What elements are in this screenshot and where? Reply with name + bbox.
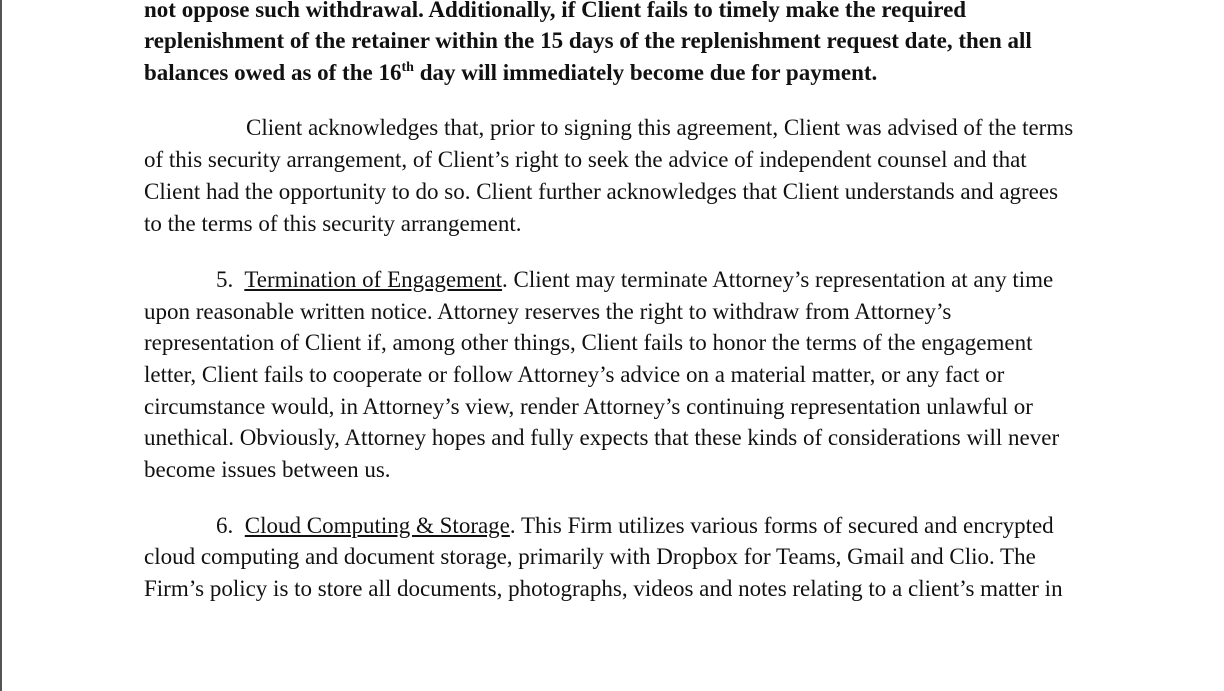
acknowledge-paragraph-line-4: to the terms of this security arrangement. bbox=[144, 211, 522, 236]
section-6-line-1-rest: . This Firm utilizes various forms of secured and encrypted bbox=[509, 513, 1054, 538]
section-5-line-7: become issues between us. bbox=[144, 457, 391, 482]
section-5-heading: Termination of Engagement bbox=[244, 267, 503, 292]
section-5-line-3: representation of Client if, among other things, Client fails to honor the terms of the engagement bbox=[144, 330, 1033, 355]
ordinal-suffix: th bbox=[401, 60, 414, 75]
section-6-heading: Cloud Computing & Storage bbox=[244, 513, 510, 538]
retainer-paragraph-line-1: not oppose such withdrawal. Additionally, if Client fails to timely make the required bbox=[144, 0, 967, 22]
retainer-line-3-before: balances owed as of the 16 bbox=[144, 60, 402, 85]
section-6-line-1 bbox=[216, 510, 1054, 542]
section-6-line-2: cloud computing and document storage, primarily with Dropbox for Teams, Gmail and Clio. The bbox=[144, 544, 1036, 569]
section-5-line-1 bbox=[216, 264, 1053, 296]
retainer-line-3-after: day will immediately become due for payment. bbox=[413, 60, 878, 85]
section-5-line-6: unethical. Obviously, Attorney hopes and fully expects that these kinds of considerations will never bbox=[144, 425, 1060, 450]
acknowledge-paragraph-line-3: Client had the opportunity to do so. Client further acknowledges that Client understands and agrees bbox=[144, 179, 1059, 204]
section-5-line-1-rest: . Client may terminate Attorney’s representation at any time bbox=[502, 267, 1054, 292]
section-5-line-4: letter, Client fails to cooperate or follow Attorney’s advice on a material matter, or any fact or bbox=[144, 362, 1005, 387]
page-edge-divider bbox=[0, 0, 2, 691]
section-6-line-3: Firm’s policy is to store all documents, photographs, videos and notes relating to a client’s matter in bbox=[144, 576, 1063, 601]
section-5-number: 5. bbox=[216, 267, 234, 292]
retainer-paragraph-line-2: replenishment of the retainer within the 15 days of the replenishment request date, then all bbox=[144, 28, 1032, 53]
acknowledge-paragraph-line-1: Client acknowledges that, prior to signing this agreement, Client was advised of the terms bbox=[246, 115, 1074, 140]
section-5-line-2: upon reasonable written notice. Attorney reserves the right to withdraw from Attorney’s bbox=[144, 299, 952, 324]
section-6-number: 6. bbox=[216, 513, 234, 538]
retainer-paragraph-line-3 bbox=[144, 57, 877, 89]
section-5-line-5: circumstance would, in Attorney’s view, render Attorney’s continuing representation unlawful or bbox=[144, 394, 1033, 419]
acknowledge-paragraph-line-2: of this security arrangement, of Client’s right to seek the advice of independent counsel and that bbox=[144, 147, 1027, 172]
